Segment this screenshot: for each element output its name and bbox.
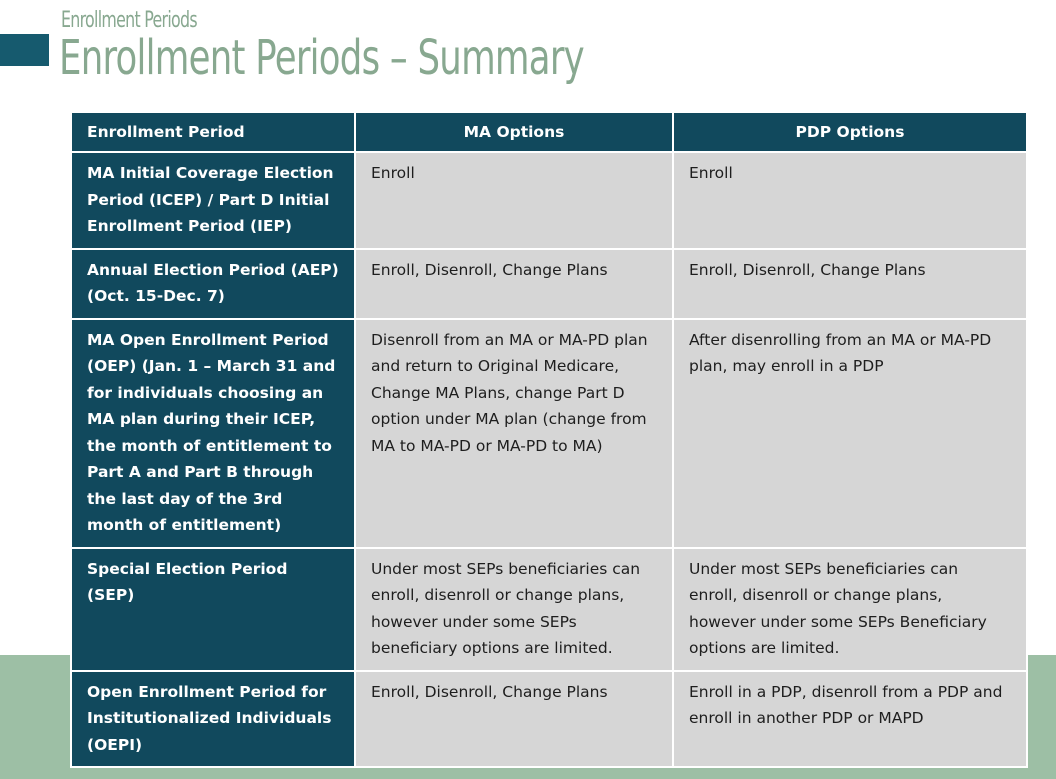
enrollment-summary-table [70, 111, 1028, 768]
column-header-enrollment-period: Enrollment Period [71, 112, 355, 152]
pdp-options-cell: Under most SEPs beneficiaries can enroll, disenroll or change plans, however under some SEPs Beneficiary options are limited. [673, 548, 1027, 671]
table-row-icep [71, 152, 1027, 249]
title-accent-bar [0, 34, 49, 66]
table-row-oepi [71, 671, 1027, 768]
period-cell: MA Open Enrollment Period (OEP) (Jan. 1 – March 31 and for individuals choosing an MA plan during their ICEP, the month of entitlement to Part A and Part B through the last day of the 3rd month of entitlement) [71, 319, 355, 548]
ma-options-cell: Enroll, Disenroll, Change Plans [355, 249, 673, 319]
ma-options-cell: Under most SEPs beneficiaries can enroll, disenroll or change plans, however under some SEPs beneficiary options are limited. [355, 548, 673, 671]
pdp-options-cell: Enroll in a PDP, disenroll from a PDP and enroll in another PDP or MAPD [673, 671, 1027, 768]
page-title: Enrollment Periods – Summary [59, 30, 584, 86]
table-row-sep [71, 548, 1027, 671]
period-cell: Annual Election Period (AEP) (Oct. 15-Dec. 7) [71, 249, 355, 319]
table-header-row [71, 112, 1027, 152]
ma-options-cell: Enroll, Disenroll, Change Plans [355, 671, 673, 768]
pdp-options-cell: Enroll, Disenroll, Change Plans [673, 249, 1027, 319]
period-cell: Special Election Period (SEP) [71, 548, 355, 671]
table-row-oep [71, 319, 1027, 548]
column-header-ma-options: MA Options [355, 112, 673, 152]
ma-options-cell: Disenroll from an MA or MA-PD plan and return to Original Medicare, Change MA Plans, change Part D option under MA plan (change from MA to MA-PD or MA-PD to MA) [355, 319, 673, 548]
pdp-options-cell: After disenrolling from an MA or MA-PD plan, may enroll in a PDP [673, 319, 1027, 548]
period-cell: Open Enrollment Period for Institutionalized Individuals (OEPI) [71, 671, 355, 768]
period-cell: MA Initial Coverage Election Period (ICEP) / Part D Initial Enrollment Period (IEP) [71, 152, 355, 249]
column-header-pdp-options: PDP Options [673, 112, 1027, 152]
ma-options-cell: Enroll [355, 152, 673, 249]
section-label: Enrollment Periods [61, 8, 197, 33]
pdp-options-cell: Enroll [673, 152, 1027, 249]
table-row-aep [71, 249, 1027, 319]
